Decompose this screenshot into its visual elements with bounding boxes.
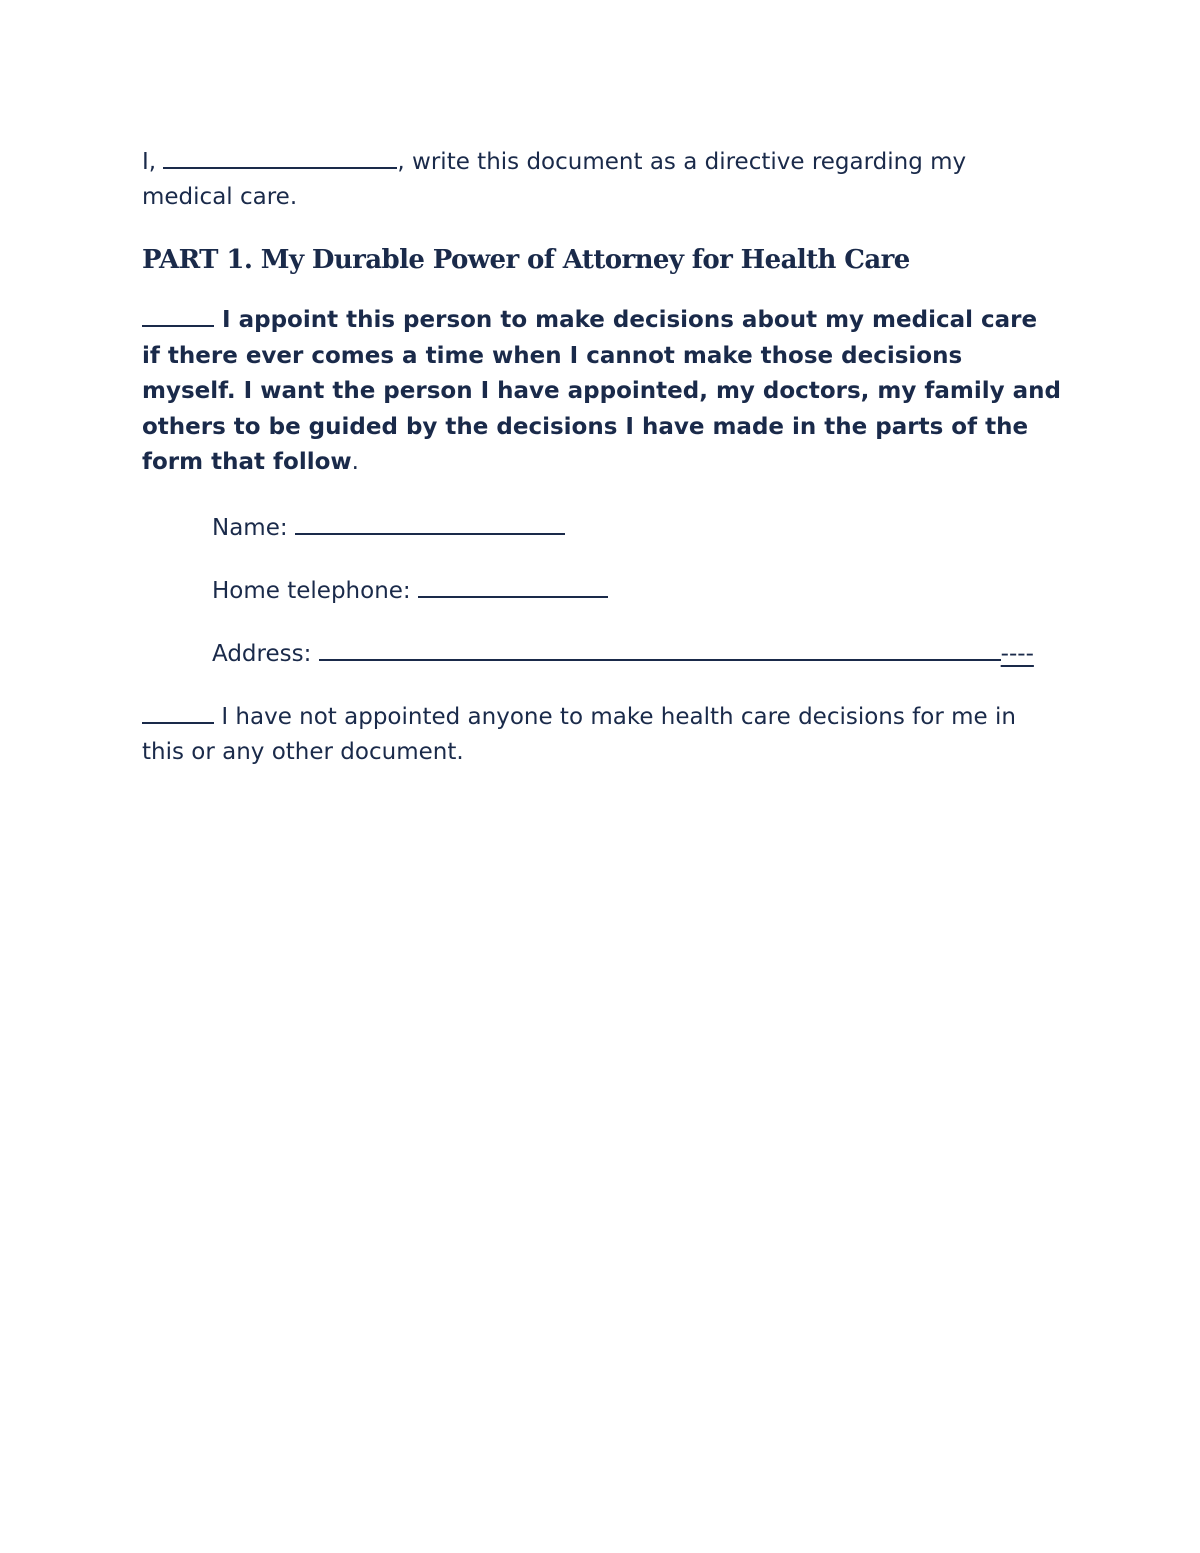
agent-phone-field (212, 574, 1062, 609)
document-content (142, 145, 1062, 770)
agent-phone-blank[interactable] (418, 574, 608, 598)
intro-paragraph (142, 145, 1062, 215)
part1-heading: PART 1. My Durable Power of Attorney for Health Care (142, 245, 910, 275)
not-appointed-paragraph (142, 700, 1062, 770)
agent-address-label: Address: (212, 640, 312, 667)
not-appointed-initial-blank[interactable] (142, 700, 214, 724)
appoint-paragraph (142, 303, 1062, 481)
agent-address-blank[interactable] (319, 637, 1001, 661)
appoint-initial-blank[interactable] (142, 303, 214, 327)
intro-suffix: , write this document as a directive regarding my medical care. (142, 149, 967, 210)
not-appointed-text: I have not appointed anyone to make health care decisions for me in this or any other document. (142, 703, 1016, 765)
agent-fields (142, 511, 1062, 672)
declarant-name-blank[interactable] (163, 145, 397, 169)
agent-name-field (212, 511, 1062, 546)
agent-address-field (212, 637, 1062, 672)
agent-phone-label: Home telephone: (212, 577, 411, 604)
address-trailing-dashes: ---- (1000, 640, 1034, 667)
intro-prefix: I, (142, 149, 157, 175)
appoint-period: . (351, 449, 359, 475)
agent-name-blank[interactable] (295, 511, 565, 535)
appoint-text: I appoint this person to make decisions about my medical care if there ever comes a time when I cannot make those decisions myself. I want the person I have appointed, my doctors, my family and others to be guided by the decisions I have made in the parts of the form that follow (142, 307, 1061, 475)
agent-name-label: Name: (212, 514, 288, 541)
